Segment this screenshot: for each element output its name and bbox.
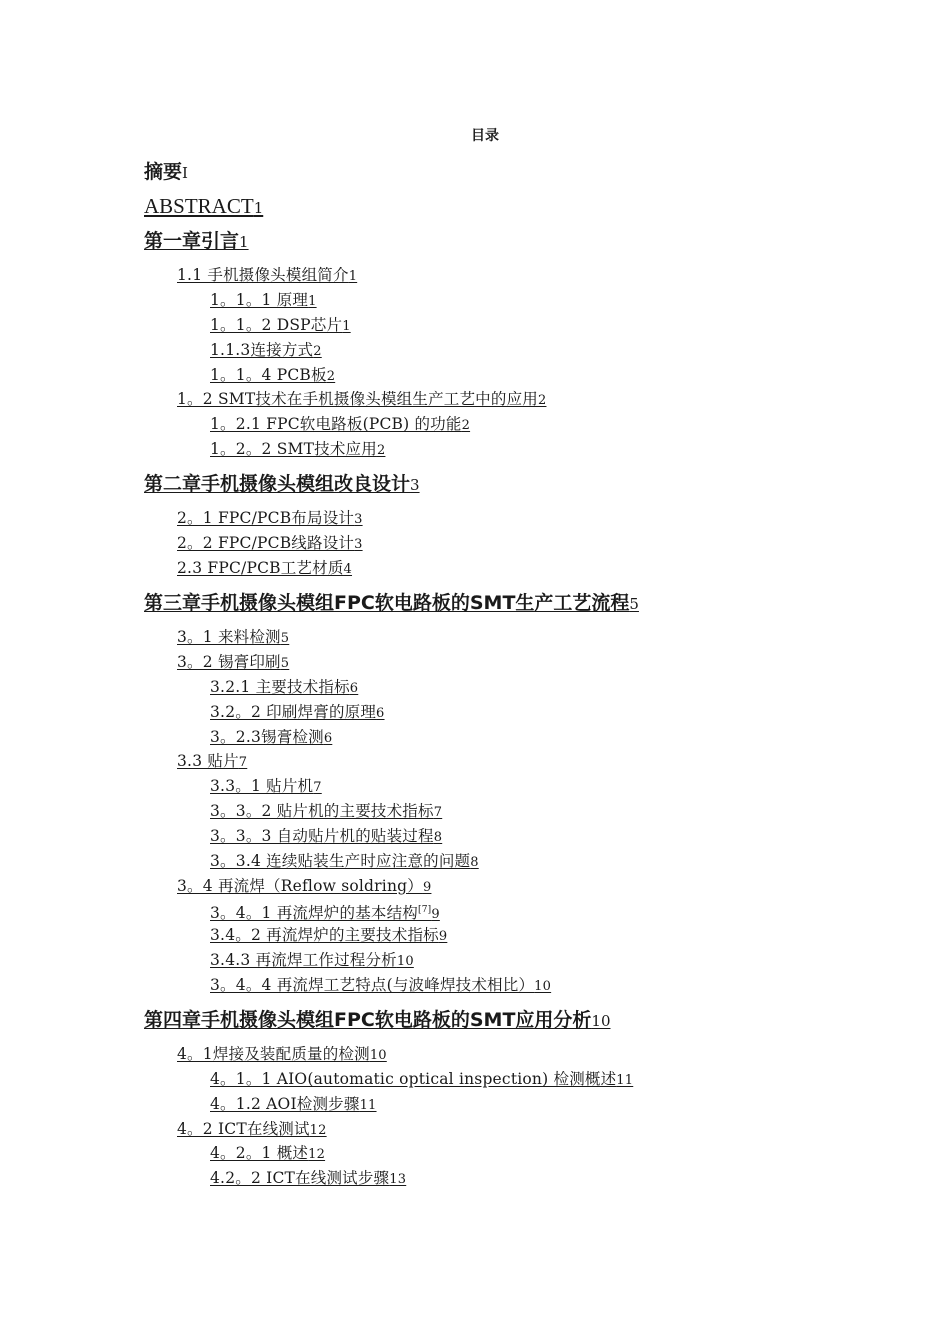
toc-entry-3-3-4[interactable]: 3。3.4 连续贴装生产时应注意的问题8 [210,852,479,870]
toc-entry-3-2-2[interactable]: 3.2。2 印刷焊膏的原理6 [210,703,385,721]
toc-entry-1-2-1[interactable]: 1。2.1 FPC软电路板(PCB) 的功能2 [210,415,471,433]
toc-entry-3-4-1[interactable]: 3。4。1 再流焊炉的基本结构[7]9 [210,904,440,923]
toc-entry-2-2[interactable]: 2。2 FPC/PCB线路设计3 [177,534,363,552]
toc-entry-4-1-2[interactable]: 4。1.2 AOI检测步骤11 [210,1095,377,1113]
toc-entry-chapter-2[interactable]: 第二章手机摄像头模组改良设计3 [144,473,420,495]
toc-entry-3-2-3[interactable]: 3。2.3锡膏检测6 [210,728,333,746]
toc-entry-abstract-cn[interactable]: 摘要I [144,161,188,183]
toc-entry-1-2-2[interactable]: 1。2。2 SMT技术应用2 [210,440,386,458]
toc-entry-1-1-2[interactable]: 1。1。2 DSP芯片1 [210,316,351,334]
toc-entry-1-1-1[interactable]: 1。1。1 原理1 [210,291,317,309]
toc-entry-3-2[interactable]: 3。2 锡膏印刷5 [177,653,290,671]
toc-entry-3-2-1[interactable]: 3.2.1 主要技术指标6 [210,678,359,696]
toc-title: 目录 [471,128,499,144]
toc-entry-1-1-3[interactable]: 1.1.3连接方式2 [210,341,322,359]
toc-entry-3-4-2[interactable]: 3.4。2 再流焊炉的主要技术指标9 [210,926,448,944]
toc-entry-4-2[interactable]: 4。2 ICT在线测试12 [177,1120,327,1138]
toc-entry-2-3[interactable]: 2.3 FPC/PCB工艺材质4 [177,559,353,577]
citation-marker: [7] [418,905,432,915]
toc-entry-1-1-4[interactable]: 1。1。4 PCB板2 [210,366,336,384]
toc-entry-3-3-1[interactable]: 3.3。1 贴片机7 [210,777,322,795]
toc-entry-chapter-4[interactable]: 第四章手机摄像头模组FPC软电路板的SMT应用分析10 [144,1009,611,1031]
toc-entry-1-2[interactable]: 1。2 SMT技术在手机摄像头模组生产工艺中的应用2 [177,390,547,408]
toc-entry-4-2-1[interactable]: 4。2。1 概述12 [210,1144,326,1162]
toc-entry-3-3-3[interactable]: 3。3。3 自动贴片机的贴装过程8 [210,827,443,845]
toc-entry-3-3-2[interactable]: 3。3。2 贴片机的主要技术指标7 [210,802,443,820]
toc-entry-4-2-2[interactable]: 4.2。2 ICT在线测试步骤13 [210,1169,407,1187]
toc-entry-4-1-1[interactable]: 4。1。1 AIO(automatic optical inspection) 检测概述11 [210,1070,634,1088]
toc-entry-3-4-4[interactable]: 3。4。4 再流焊工艺特点(与波峰焊技术相比）10 [210,976,552,994]
toc-entry-chapter-3[interactable]: 第三章手机摄像头模组FPC软电路板的SMT生产工艺流程5 [144,592,639,614]
toc-entry-abstract-en[interactable]: ABSTRACT1 [144,194,264,218]
toc-entry-chapter-1[interactable]: 第一章引言1 [144,230,249,252]
toc-entry-3-1[interactable]: 3。1 来料检测5 [177,628,290,646]
toc-entry-3-4[interactable]: 3。4 再流焊（Reflow soldring）9 [177,877,432,895]
toc-entry-4-1[interactable]: 4。1焊接及装配质量的检测10 [177,1045,387,1063]
toc-entry-2-1[interactable]: 2。1 FPC/PCB布局设计3 [177,509,363,527]
toc-entry-3-4-3[interactable]: 3.4.3 再流焊工作过程分析10 [210,951,414,969]
toc-entry-3-3[interactable]: 3.3 贴片7 [177,752,248,770]
toc-entry-1-1[interactable]: 1.1 手机摄像头模组简介1 [177,266,358,284]
